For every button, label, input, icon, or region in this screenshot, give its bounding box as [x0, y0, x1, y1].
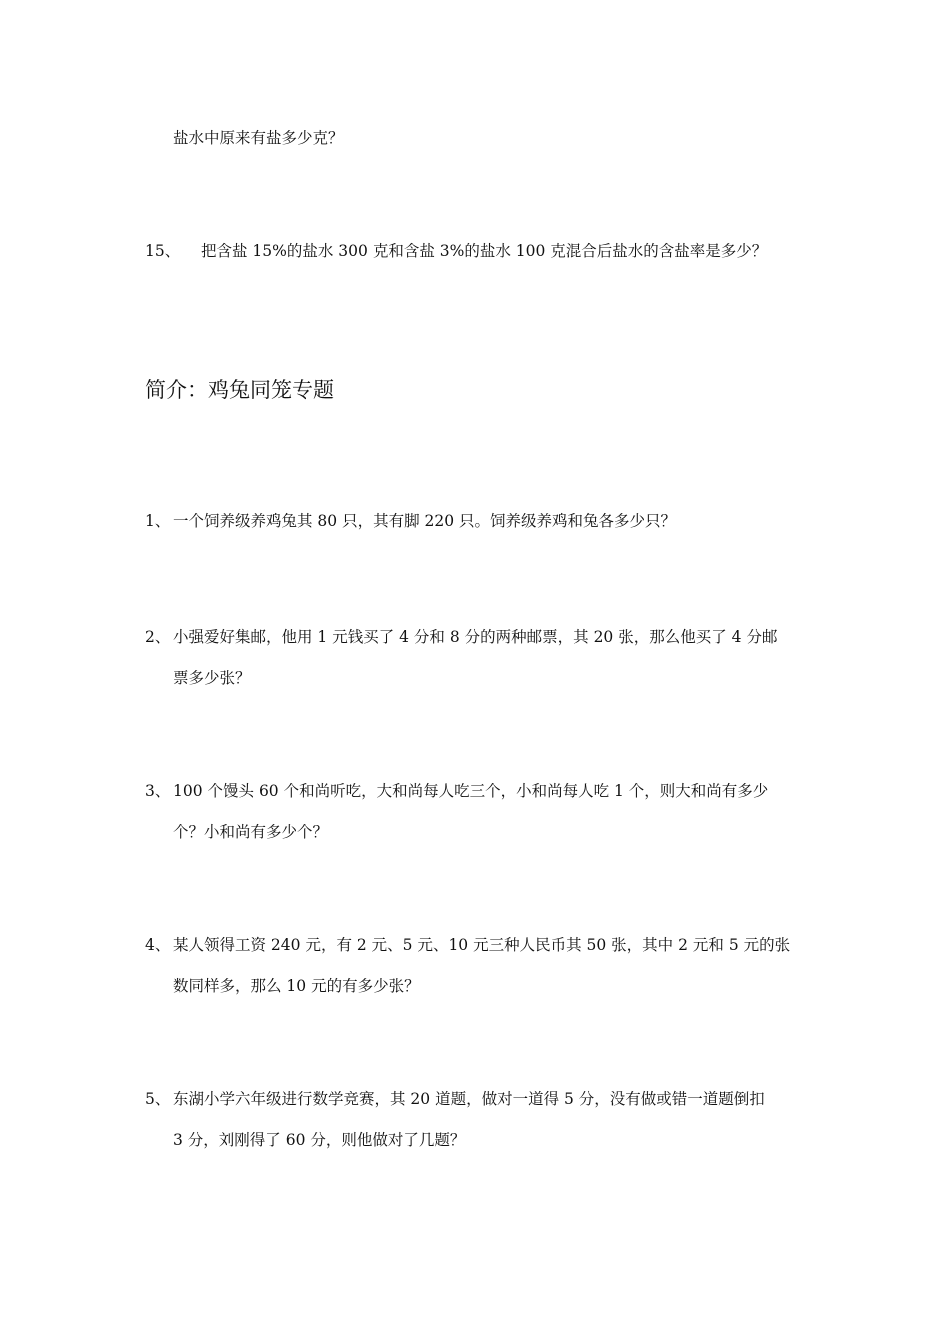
problem-1-line-1: 一个饲养级养鸡兔其 80 只，其有脚 220 只。饲养级养鸡和兔各多少只？	[173, 512, 677, 530]
problem-5-line-2: 3 分，刘刚得了 60 分，则他做对了几题？	[173, 1131, 466, 1149]
problem-3-number: 3、	[145, 782, 171, 800]
problem-2-line-1: 小强爱好集邮，他用 1 元钱买了 4 分和 8 分的两种邮票，其 20 张，那么他买了 4 分邮	[173, 628, 778, 646]
problem-4-line-1: 某人领得工资 240 元，有 2 元、5 元、10 元三种人民币其 50 张，其中 2 元和 5 元的张	[173, 936, 791, 954]
problem-3-line-1: 100 个馒头 60 个和尚听吃，大和尚每人吃三个，小和尚每人吃 1 个，则大和尚有多少	[173, 782, 769, 800]
problem-3-line-2: 个？小和尚有多少个？	[173, 823, 329, 841]
problem-2-line-2: 票多少张？	[173, 669, 251, 687]
section-heading: 简介：鸡兔同笼专题	[145, 378, 334, 402]
problem-2-number: 2、	[145, 628, 171, 646]
problem-5-line-1: 东湖小学六年级进行数学竞赛，其 20 道题，做对一道得 5 分，没有做或错一道题倒扣	[173, 1090, 765, 1108]
problem-5-number: 5、	[145, 1090, 171, 1108]
problem-1-number: 1、	[145, 512, 171, 530]
problem-15-text: 把含盐 15%的盐水 300 克和含盐 3%的盐水 100 克混合后盐水的含盐率是多少？	[201, 242, 768, 260]
problem-15-number: 15、	[145, 242, 181, 260]
problem-4-line-2: 数同样多，那么 10 元的有多少张？	[173, 977, 420, 995]
problem-4-number: 4、	[145, 936, 171, 954]
continuation-text: 盐水中原来有盐多少克？	[173, 129, 344, 147]
